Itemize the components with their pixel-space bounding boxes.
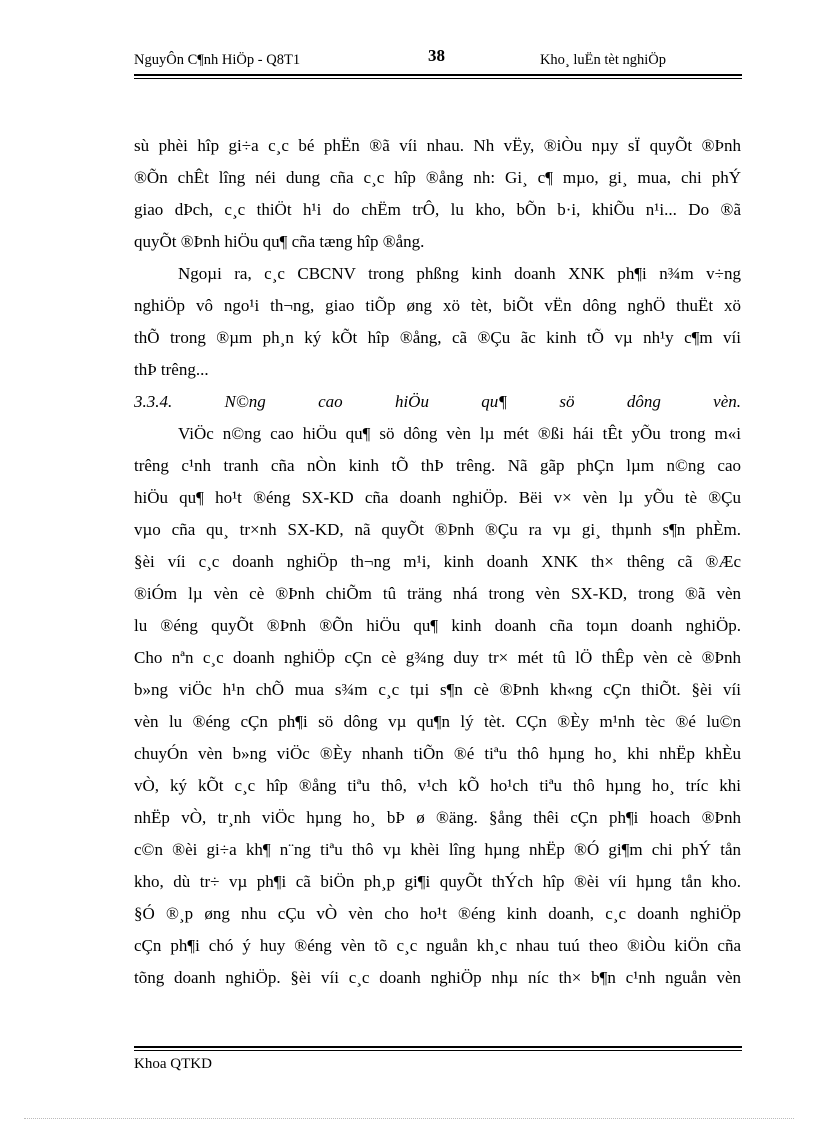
page-number: 38 bbox=[428, 46, 445, 65]
text-line: lu ®éng quyÕt ®Þnh ®Õn hiÖu qu¶ kinh doanh cña toµn doanh nghiÖp. bbox=[134, 616, 741, 635]
text-line: kho, dù tr÷ vµ ph¶i cã biÖn ph¸p gi¶i quyÕt thÝch hîp ®èi víi hµng tån kho. bbox=[134, 872, 741, 891]
text-line: hiÖu qu¶ ho¹t ®éng SX-KD cña doanh nghiÖp. Bëi v× vèn lµ yÕu tè ®Çu bbox=[134, 488, 741, 507]
section-heading: 3.3.4. N©ng cao hiÖu qu¶ sö dông vèn. bbox=[134, 392, 741, 411]
text-line: ViÖc n©ng cao hiÖu qu¶ sö dông vèn lµ mét ®ßi hái tÊt yÕu trong m«i bbox=[178, 424, 741, 443]
text-line: giao dÞch, c¸c thiÖt h¹i do chËm trÔ, lu kho, bÕn b·i, khiÕu n¹i... Do ®ã bbox=[134, 200, 741, 219]
page-edge-dotted-line bbox=[24, 1118, 794, 1119]
text-line: Cho nªn c¸c doanh nghiÖp cÇn cè g¾ng duy tr× mét tû lÖ thÊp vèn cè ®Þnh bbox=[134, 648, 741, 667]
paragraph-1 bbox=[134, 130, 741, 258]
paragraph-2 bbox=[134, 258, 741, 386]
footer-rule bbox=[134, 1046, 742, 1051]
header-thesis-label: Kho¸ luËn tèt nghiÖp bbox=[539, 52, 666, 68]
text-line: c©n ®èi gi÷a kh¶ n¨ng tiªu thô vµ khèi lîng hµng nhËp ®Ó gi¶m chi phÝ tån bbox=[134, 840, 741, 859]
text-line: ®Õn chÊt lîng néi dung cña c¸c hîp ®ång nh: Gi¸ c¶ mµo, gi¸ mua, chi phÝ bbox=[134, 168, 741, 187]
text-line: Ngoµi ra, c¸c CBCNV trong phßng kinh doanh XNK ph¶i n¾m v÷ng bbox=[178, 264, 741, 283]
header-rule bbox=[134, 74, 742, 79]
text-line: chuyÓn vèn b»ng viÖc ®Èy nhanh tiÕn ®é tiªu thô hµng ho¸ khi nhËp khÈu bbox=[134, 744, 741, 763]
page-body bbox=[134, 130, 741, 994]
text-line: tõng doanh nghiÖp. §èi víi c¸c doanh nghiÖp nhµ níc th× b¶n c¹nh nguån vèn bbox=[134, 968, 741, 987]
text-line: trêng c¹nh tranh cña nÒn kinh tÕ thÞ trêng. Nã gãp phÇn lµm n©ng cao bbox=[134, 456, 741, 475]
text-line: nhËp vÒ, tr¸nh viÖc hµng ho¸ bÞ ø ®äng. §ång thêi cÇn ph¶i hoach ®Þnh bbox=[134, 808, 741, 827]
text-line: cÇn ph¶i chó ý huy ®éng vèn tõ c¸c nguån kh¸c nhau tuú theo ®iÒu kiÖn cña bbox=[134, 936, 741, 955]
text-line: §Ó ®¸p øng nhu cÇu vÒ vèn cho ho¹t ®éng kinh doanh, c¸c doanh nghiÖp bbox=[134, 904, 741, 923]
page-header bbox=[134, 42, 742, 72]
header-author: NguyÔn C¶nh HiÖp - Q8T1 bbox=[134, 52, 301, 68]
text-line: thÕ trong ®µm ph¸n ký kÕt hîp ®ång, cã ®Çu ãc kinh tÕ vµ nh¹y c¶m víi bbox=[134, 328, 741, 347]
text-line: sù phèi hîp gi÷a c¸c bé phËn ®ã víi nhau. Nh vËy, ®iÒu nµy sÏ quyÕt ®Þnh bbox=[134, 136, 741, 155]
text-line: quyÕt ®Þnh hiÖu qu¶ cña tæng hîp ®ång. bbox=[134, 232, 425, 251]
text-line: b»ng viÖc h¹n chÕ mua s¾m c¸c tµi s¶n cè ®Þnh kh«ng cÇn thiÕt. §èi víi bbox=[134, 680, 741, 699]
paragraph-3 bbox=[134, 418, 741, 994]
text-line: vèn lu ®éng cÇn ph¶i sö dông vµ qu¶n lý tèt. CÇn ®Èy m¹nh tèc ®é lu©n bbox=[134, 712, 741, 731]
text-line: §èi víi c¸c doanh nghiÖp th¬ng m¹i, kinh doanh XNK th× thêng cã ®Æc bbox=[134, 552, 741, 571]
page-footer: Khoa QTKD bbox=[134, 1056, 212, 1072]
text-line: vµo cña qu¸ tr×nh SX-KD, nã quyÕt ®Þnh ®Çu ra vµ gi¸ thµnh s¶n phÈm. bbox=[134, 520, 741, 539]
text-line: ®iÓm lµ vèn cè ®Þnh chiÕm tû träng nhá trong vèn SX-KD, trong ®ã vèn bbox=[134, 584, 741, 603]
text-line: vÒ, ký kÕt c¸c hîp ®ång tiªu thô, v¹ch kÕ ho¹ch tiªu thô hµng ho¸ tríc khi bbox=[134, 776, 741, 795]
text-line: thÞ trêng... bbox=[134, 360, 209, 379]
text-line: nghiÖp vô ngo¹i th¬ng, giao tiÕp øng xö tèt, biÕt vËn dông nghÖ thuËt xö bbox=[134, 296, 741, 315]
